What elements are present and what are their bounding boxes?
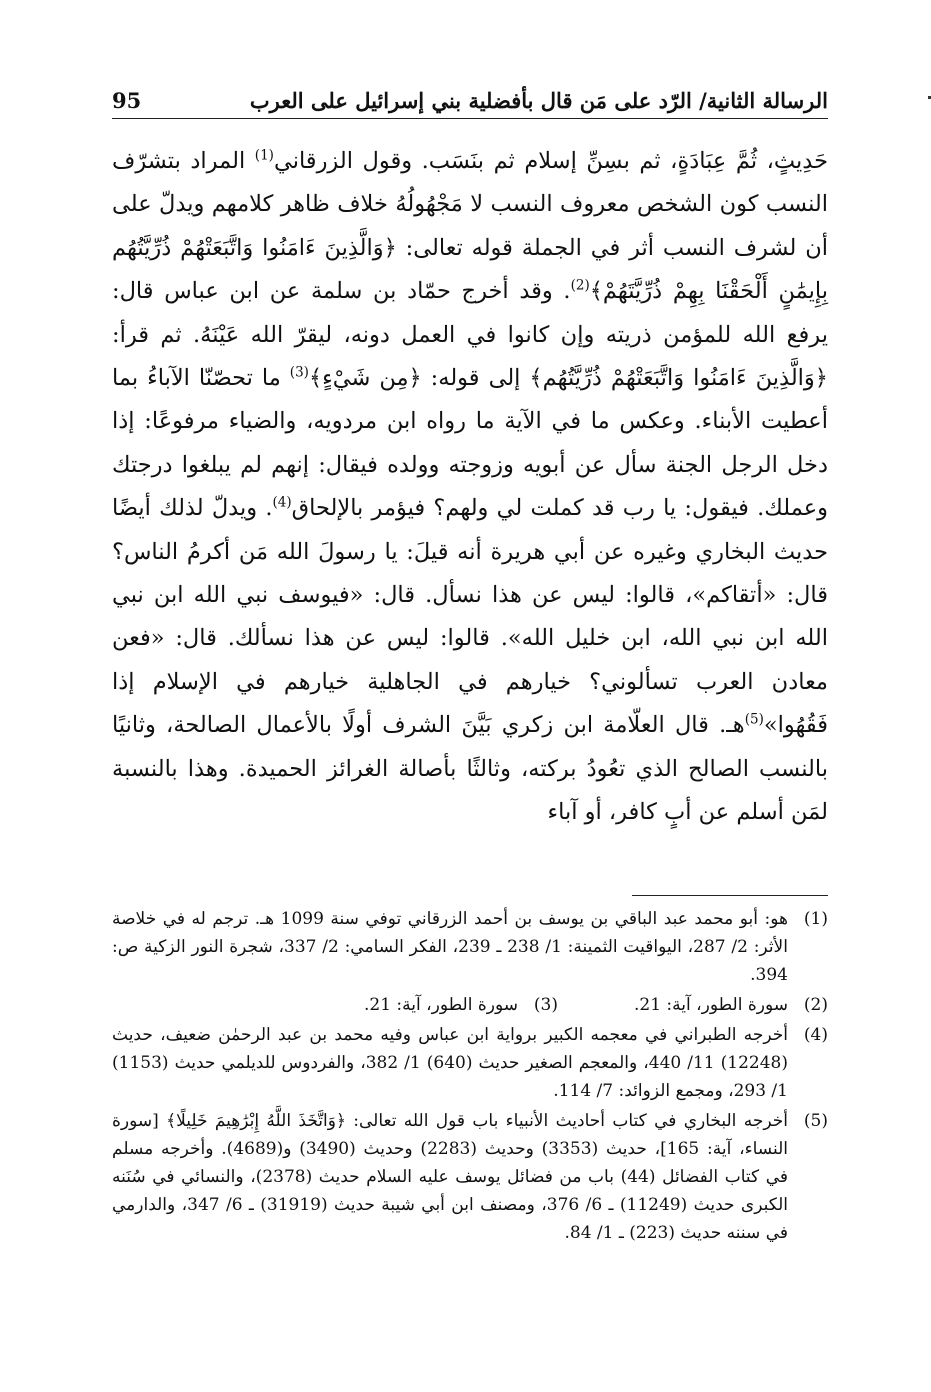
main-text — [112, 140, 828, 835]
body-text-5: . ويدلّ لذلك أيضًا حديث البخاري وغيره عن أبي هريرة أنه قيلَ: يا رسولَ الله مَن أكرمُ الناس؟ قال: «أتقاكم»، قالوا: ليس عن هذا نسأل. قال: «فيوسف نبي الله ابن نبي الله ابن نبي الله، ابن خليل الله». قالوا: ليس عن هذا نسألك. قال: «فعن معادن العرب تسألوني؟ خيارهم في الجاهلية خيارهم في الإسلام إذا فَقُهُوا» — [112, 495, 828, 739]
footnote-number: (1) — [803, 909, 828, 929]
footnote-ref-5: (5) — [744, 711, 764, 728]
body-text-2: المراد بتشرّف النسب كون الشخص معروف النسب لا مَجْهُولُهُ خلاف ظاهر كلامهم ويدلّ على أن لشرف النسب أثر في الجملة قوله تعالى: ﴿وَالَّذِينَ ءَامَنُوا وَاتَّبَعَتْهُمْ ذُرِّيَّتُهُم بِإِيمَٰنٍ أَلْحَقْنَا بِهِمْ ذُرِّيَّتَهُمْ﴾ — [112, 148, 829, 305]
footnote-2 — [558, 991, 828, 1019]
body-text-6: هـ. قال العلّامة ابن زكري بَيَّنَ الشرف أولًا بالأعمال الصالحة، وثانيًا بالنسب الصالح الذي تعُودُ بركته، وثالثًا بأصالة الغرائز الحميدة. وهذا بالنسبة لمَن أسلم عن أبٍ كافر، أو آباء — [112, 712, 828, 826]
running-title: الرسالة الثانية/ الرّد على مَن قال بأفضلية بني إسرائيل على العرب — [249, 88, 828, 113]
footnote-number: (5) — [803, 1111, 828, 1131]
body-paragraph — [112, 140, 828, 835]
footnote-ref-1: (1) — [254, 147, 274, 164]
footnote-ref-3: (3) — [289, 364, 309, 381]
footnote-1 — [112, 905, 828, 989]
footnote-3 — [288, 991, 558, 1019]
footnote-ref-4: (4) — [272, 494, 292, 511]
body-text-3: . وقد أخرج حمّاد بن سلمة عن ابن عباس قال: يرفع الله للمؤمن ذريته وإن كانوا في العمل دونه، ليقرّ الله عَيْنَهُ. ثم قرأ: ﴿وَالَّذِينَ ءَامَنُوا وَاتَّبَعَتْهُمْ ذُرِّيَّتُهُم﴾ إلى قوله: ﴿مِن شَيْءٍ﴾ — [112, 278, 828, 392]
footnote-text: سورة الطور، آية: 21. — [363, 995, 518, 1015]
footnote-number: (3) — [533, 995, 558, 1015]
footnote-text: أخرجه الطبراني في معجمه الكبير برواية ابن عباس وفيه محمد بن عبد الرحمٰن ضعيف، حديث (12248) 11/ 440، والمعجم الصغير حديث (640) 1/ 382، والفردوس للديلمي حديث (1153) 1/ 293، ومجمع الزوائد: 7/ 114. — [112, 1025, 789, 1101]
body-text-4: ما تحصّنّا الآباءُ بما أعطيت الأبناء. وعكس ما في الآية ما رواه ابن مردويه، والضياء مرفوعًا: إذا دخل الرجل الجنة سأل عن أبويه وزوجته وولده فيقال: إنهم لم يبلغوا درجتك وعملك. فيقول: يا رب قد كملت لي ولهم؟ فيؤمر بالإلحاق — [112, 365, 828, 522]
footnote-row-2-3 — [112, 991, 828, 1019]
footnote-divider — [632, 895, 828, 896]
footnote-text: سورة الطور، آية: 21. — [633, 995, 788, 1015]
running-header — [112, 84, 828, 119]
footnote-4 — [112, 1021, 828, 1105]
page-number: 95 — [112, 88, 142, 113]
footnote-number: (4) — [803, 1025, 828, 1045]
body-text-1: حَدِيثٍ، ثُمَّ عِبَادَةٍ، ثم بسِنِّ إسلام ثم بنَسَب. وقول الزرقاني — [273, 148, 829, 174]
footnote-text: هو: أبو محمد عبد الباقي بن يوسف بن أحمد الزرقاني توفي سنة 1099 هـ. ترجم له في خلاصة الأثر: 2/ 287، اليواقيت الثمينة: 1/ 238 ـ 239، الفكر السامي: 2/ 337، شجرة النور الزكية ص: 394. — [112, 909, 788, 985]
footnote-number: (2) — [803, 995, 828, 1015]
footnotes — [112, 905, 828, 1249]
footnote-text: أخرجه البخاري في كتاب أحاديث الأنبياء باب قول الله تعالى: ﴿وَاتَّخَذَ اللَّهُ إِبْرَٰهِيمَ خَلِيلًا﴾ [سورة النساء، آية: 165]، حديث (3353) وحديث (2283) وحديث (3490) و(4689). وأخرجه مسلم في كتاب الفضائل (44) باب من فضائل يوسف عليه السلام حديث (2378)، والنسائي في سُنَنه الكبرى حديث (11249) ـ 6/ 376، ومصنف ابن أبي شيبة حديث (31919) ـ 6/ 347، والدارمي في سننه حديث (223) ـ 1/ 84. — [112, 1111, 789, 1243]
footnote-ref-2: (2) — [570, 277, 590, 294]
footnote-5 — [112, 1107, 828, 1247]
